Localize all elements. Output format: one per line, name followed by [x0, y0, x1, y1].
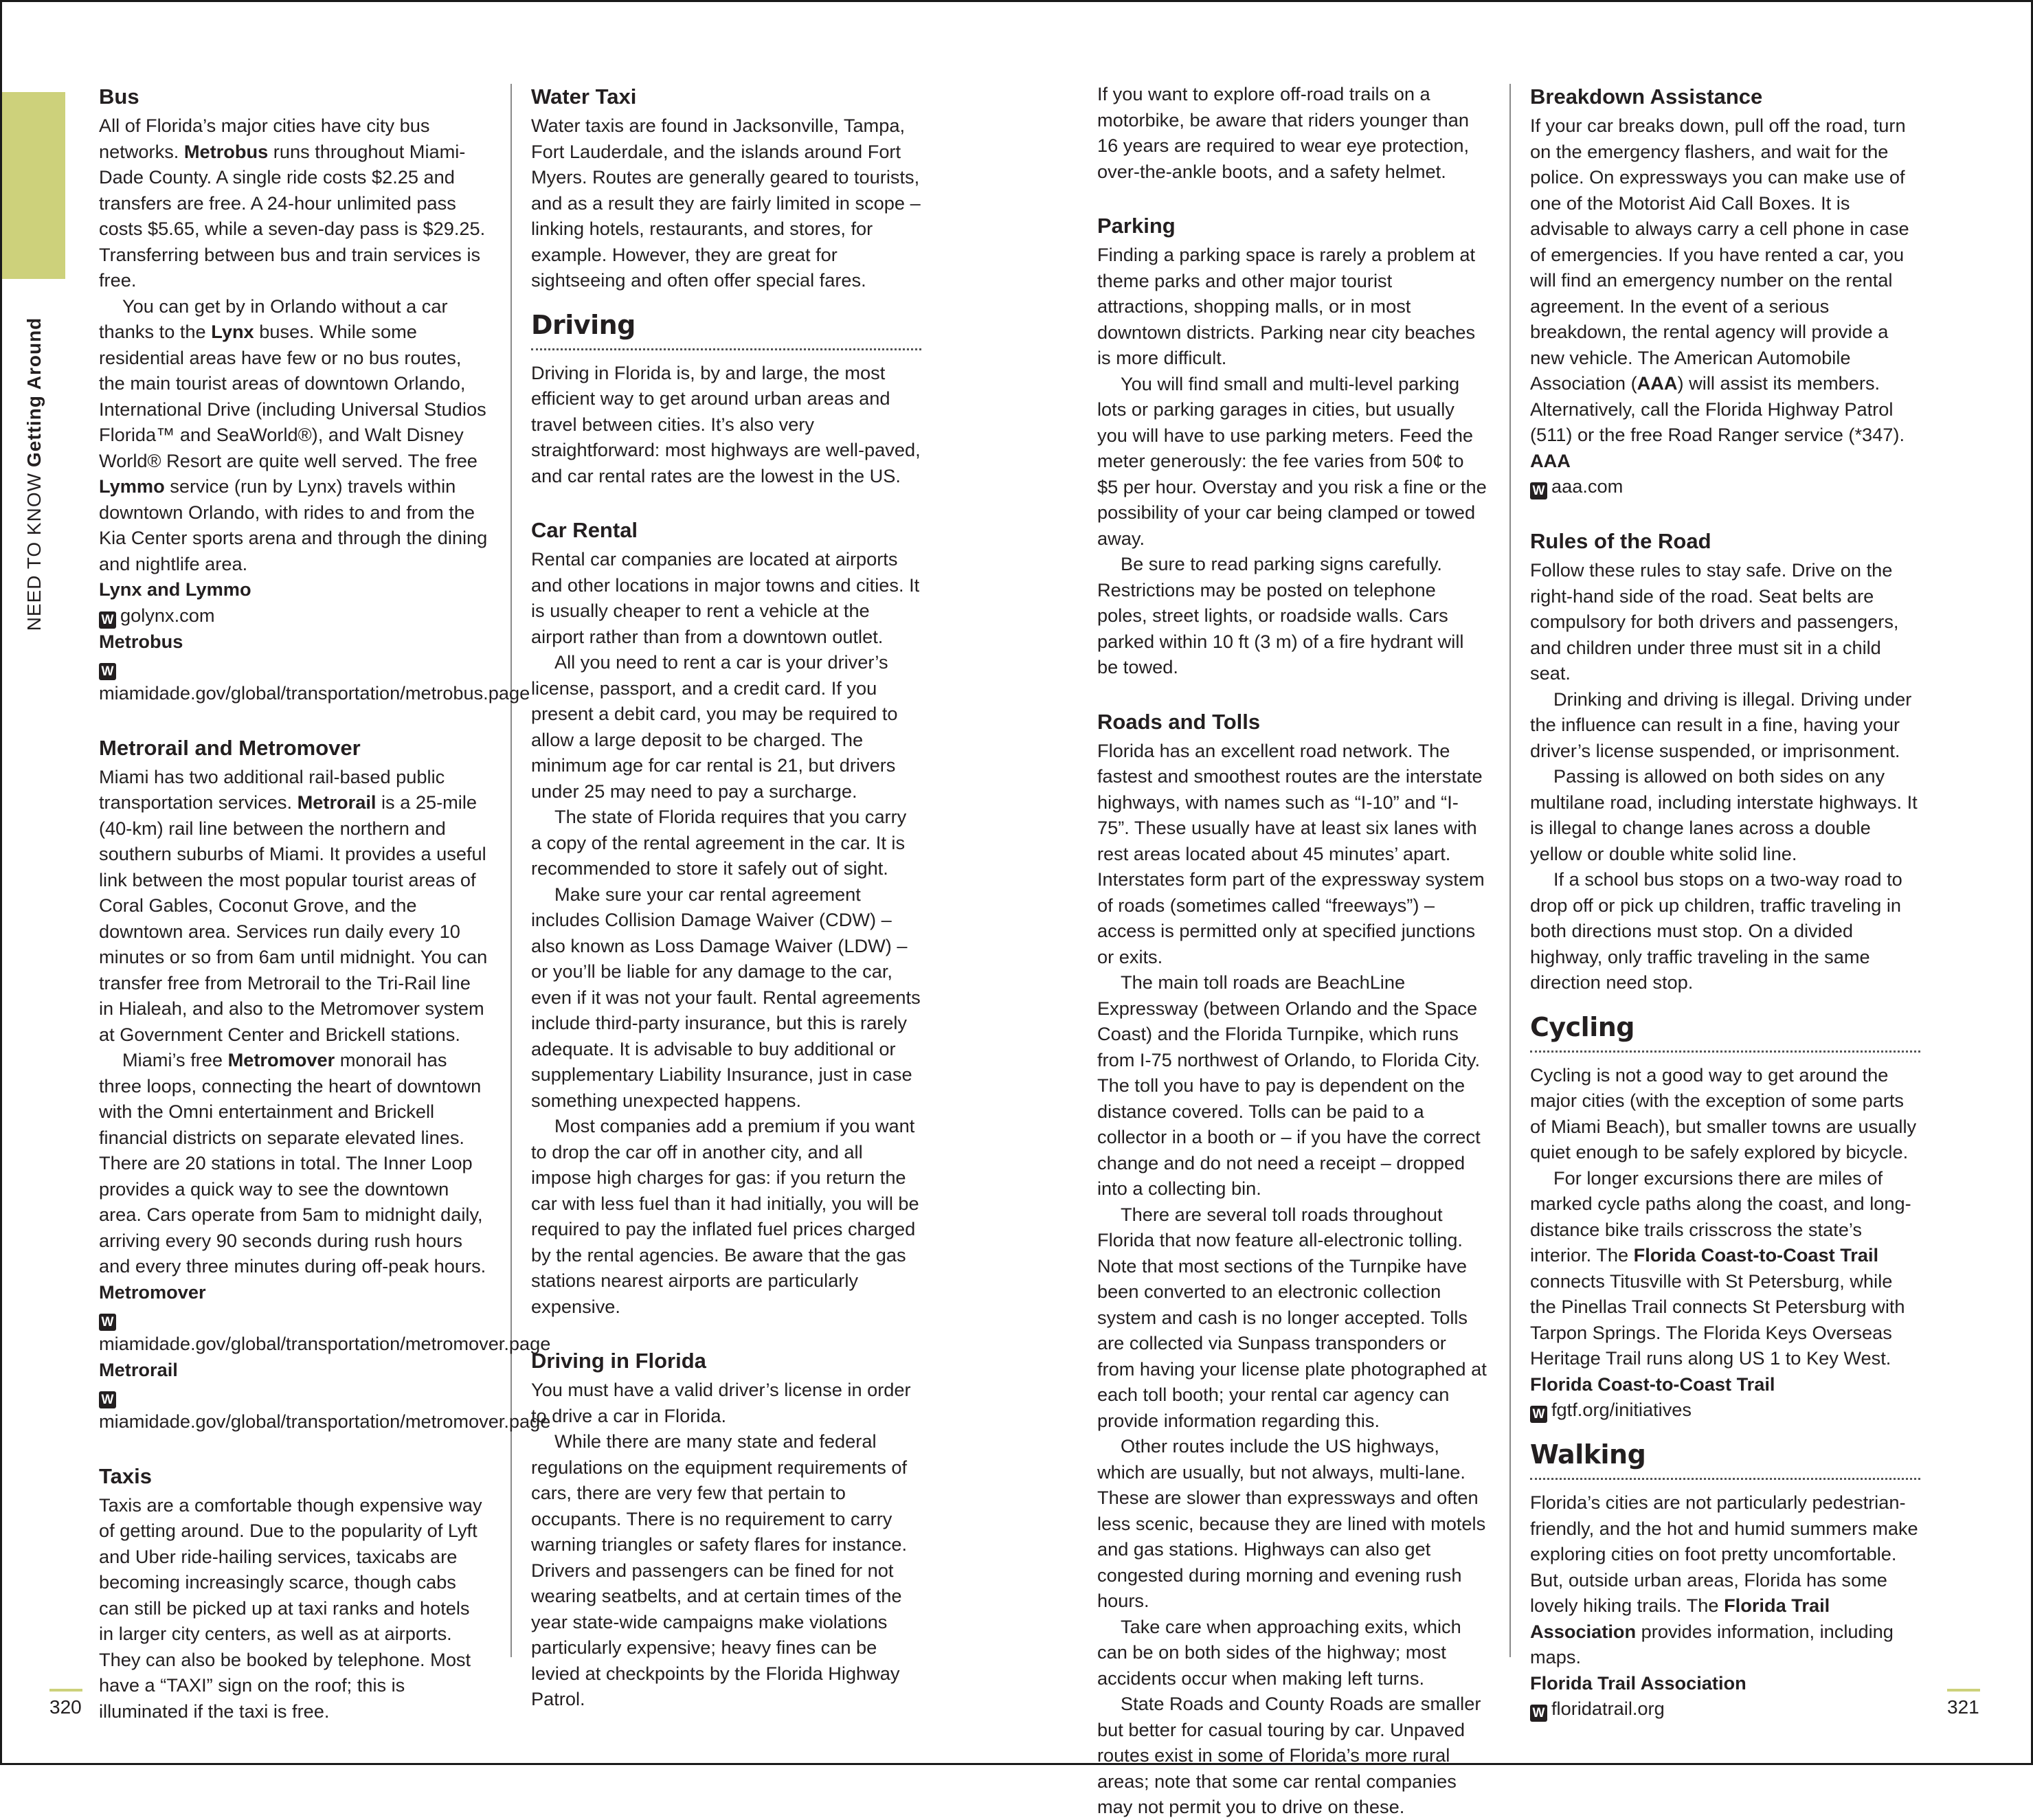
- paragraph: While there are many state and federal regulations on the equipment requirements of cars, there are very few that pertain to occupants. There is no requirement to carry warning triangles or safety flares for instance. Drivers and passengers can be fined for not wearing seatbelts, and at certain times of the year state-wide campaigns make violations particularly expensive; heavy fines can be levied at checkpoints by the Florida Highway Patrol.: [531, 1430, 908, 1709]
- heading-metrorail: Metrorail and Metromover: [99, 735, 361, 760]
- web-icon: W: [99, 663, 116, 680]
- heading-driving-in-florida: Driving in Florida: [531, 1349, 706, 1373]
- web-icon: W: [99, 1314, 116, 1331]
- running-head-chapter: Getting Around: [23, 317, 45, 467]
- paragraph: If your car breaks down, pull off the road, turn on the emergency flashers, and wait for the police. On expressways you can make use of one of the Motorist Aid Call Boxes. It is advisable to always carry a cell phone in case of emergencies. If you have rented a car, you will find an emergency number on the rental agreement. In the event of a serious breakdown, the rental agency will provide a new vehicle. The American Automobile Association (AAA) will assist its members. Alternatively, call the Florida Highway Patrol (511) or the free Road Ranger service (*347).: [1530, 115, 1909, 445]
- section-heading-walking: Walking: [1530, 1435, 1920, 1480]
- web-icon: W: [99, 1391, 116, 1408]
- link-title: Lynx and Lymmo: [99, 578, 251, 600]
- paragraph: Most companies add a premium if you want to drop the car off in another city, and all impose high charges for gas: if you return the car with less fuel than it had initially, you will be required to pay the inflated fuel prices charged by the rental agencies. Be aware that the gas stations nearest airports are particularly expensive.: [531, 1115, 919, 1317]
- web-link[interactable]: W fgtf.org/initiatives: [1530, 1397, 1920, 1423]
- paragraph: You can get by in Orlando without a car thanks to the Lynx buses. While some residential areas have few or no bus routes, the main tourist areas of downtown Orlando, International Drive (including Universal Studios Florida™ and SeaWorld®), and Walt Disney World® Resort are quite well served. The free Lymmo service (run by Lynx) travels within downtown Orlando, with rides to and from the Kia Center sports arena and through the dining and nightlife area.: [99, 295, 488, 574]
- paragraph: Make sure your car rental agreement includes Collision Damage Waiver (CDW) – also known as Loss Damage Waiver (LDW) – or you’ll be liable for any damage to the car, even if it was not your fault. Rental agreements include third-party insurance, but this is rarely adequate. It is advisable to buy additional or supplementary Liability Insurance, just in case something unexpected happens.: [531, 883, 921, 1111]
- web-icon: W: [1530, 1406, 1547, 1423]
- heading-breakdown: Breakdown Assistance: [1530, 85, 1763, 109]
- paragraph: If a school bus stops on a two-way road to drop off or pick up children, traffic traveling in both directions must stop. On a divided highway, only traffic traveling in the same direction need stop.: [1530, 868, 1902, 993]
- web-link[interactable]: Wmiamidade.gov/global/transportation/metromover.page: [99, 1393, 551, 1432]
- section-heading-cycling: Cycling: [1530, 1008, 1920, 1053]
- paragraph: You will find small and multi-level parking lots or parking garages in cities, but usually you will have to use parking meters. Feed the meter generously: the fee varies from 50¢ to $5 per hour. Overstay and you risk a fine or the possibility of your car being clamped or towed away.: [1097, 372, 1487, 549]
- paragraph: All you need to rent a car is your driver’s license, passport, and a credit card. If you present a debit card, you may be required to allow a large deposit to be charged. The minimum age for car rental is 21, but drivers under 25 may need to pay a surcharge.: [531, 651, 898, 802]
- column-3: [1097, 81, 1487, 1820]
- web-icon: W: [1530, 482, 1547, 499]
- paragraph: All of Florida’s major cities have city bus networks. Metrobus runs throughout Miami-Dade County. A single ride costs $2.25 and transfers are free. A 24-hour unlimited pass costs $5.65, while a seven-day pass is $29.25. Transferring between bus and train services is free.: [99, 115, 486, 291]
- web-link[interactable]: W floridatrail.org: [1530, 1696, 1920, 1722]
- folio-accent: [1947, 1689, 1980, 1692]
- web-icon: W: [1530, 1705, 1547, 1722]
- web-link[interactable]: W aaa.com: [1530, 473, 1920, 499]
- paragraph: Florida has an excellent road network. The fastest and smoothest routes are the interstate highways, with names such as “I-10” and “I-75”. These usually have at least six lanes with rest areas located about 45 minutes’ apart. Interstates form part of the expressway system of roads (sometimes called “freeways”) – access is permitted only at specified junctions or exits.: [1097, 739, 1485, 967]
- running-head-section: NEED TO KNOW: [23, 472, 45, 631]
- paragraph: Driving in Florida is, by and large, the most efficient way to get around urban areas and travel between cities. It’s also very straightforward: most highways are well-paved, and car rental rates are the lowest in the US.: [531, 361, 921, 486]
- paragraph: Follow these rules to stay safe. Drive on the right-hand side of the road. Seat belts are compulsory for both drivers and passengers, and children under three must sit in a child seat.: [1530, 559, 1899, 684]
- column-4: [1530, 81, 1920, 1722]
- paragraph: Finding a parking space is rarely a problem at theme parks and other major tourist attractions, shopping malls, or in most downtown districts. Parking near city beaches is more difficult.: [1097, 244, 1476, 368]
- page-number-right: 321: [1947, 1696, 1979, 1718]
- heading-car-rental: Car Rental: [531, 518, 638, 542]
- paragraph: Water taxis are found in Jacksonville, Tampa, Fort Lauderdale, and the islands around Fort Myers. Routes are generally geared to tourists, and as a result they are fairly limited in scope – linking hotels, restaurants, and stores, for example. However, they are great for sightseeing and often offer special fares.: [531, 115, 921, 291]
- heading-water-taxi: Water Taxi: [531, 85, 637, 109]
- paragraph: Cycling is not a good way to get around the major cities (with the exception of some parts of Miami Beach), but smaller towns are usually quiet enough to be safely explored by bicycle.: [1530, 1064, 1917, 1162]
- paragraph: You must have a valid driver’s license in order to drive a car in Florida.: [531, 1379, 911, 1426]
- heading-roads-and-tolls: Roads and Tolls: [1097, 709, 1261, 734]
- column-1: [99, 81, 551, 1724]
- paragraph: Florida’s cities are not particularly pedestrian-friendly, and the hot and humid summers make exploring cities on foot pretty uncomfortable. But, outside urban areas, Florida has some lovely hiking trails. The Florida Trail Association provides information, including maps.: [1530, 1492, 1918, 1667]
- running-head: [23, 317, 45, 631]
- link-title: AAA: [1530, 449, 1571, 471]
- section-heading-driving: Driving: [531, 306, 921, 350]
- paragraph: If you want to explore off-road trails on a motorbike, be aware that riders younger than 16 years are required to wear eye protection, over-the-ankle boots, and a safety helmet.: [1097, 83, 1470, 182]
- paragraph: Rental car companies are located at airports and other locations in major towns and cities. It is usually cheaper to rent a vehicle at the airport rather than from a downtown outlet.: [531, 548, 920, 647]
- paragraph: Other routes include the US highways, which are usually, but not always, multi-lane. These are slower than expressways and often less scenic, because they are lined with motels and gas stations. Highways can also get congested during morning and evening rush hours.: [1097, 1435, 1486, 1611]
- paragraph: Miami’s free Metromover monorail has three loops, connecting the heart of downtown with the Omni entertainment and Brickell financial districts on separate elevated lines. There are 20 stations in total. The Inner Loop provides a quick way to see the downtown area. Cars operate from 5am to midnight daily, arriving every 90 seconds during rush hours and every three minutes during off-peak hours.: [99, 1049, 486, 1277]
- link-title: Florida Trail Association: [1530, 1672, 1746, 1694]
- paragraph: There are several toll roads throughout Florida that now feature all-electronic tolling. Note that most sections of the Turnpike have been converted to an electronic collection system and cash is no longer accepted. Tolls are collected via Sunpass transponders or from having your license plate photographed at each toll booth; your rental car agency can provide information regarding this.: [1097, 1203, 1487, 1431]
- link-title: Florida Coast-to-Coast Trail: [1530, 1373, 1775, 1395]
- web-icon: W: [99, 611, 116, 629]
- paragraph: The main toll roads are BeachLine Expressway (between Orlando and the Space Coast) and the Florida Turnpike, which runs from I-75 northwest of Orlando, to Florida City. The toll you have to pay is dependent on the distance covered. Tolls can be paid to a collector in a booth or – if you have the correct change and do not need a receipt – dropped into a collecting bin.: [1097, 971, 1481, 1199]
- paragraph: The state of Florida requires that you carry a copy of the rental agreement in the car. It is recommended to store it safely out of sight.: [531, 806, 907, 879]
- link-title: Metrobus: [99, 630, 183, 652]
- section-tab: [2, 92, 65, 279]
- column-2: [531, 81, 921, 1712]
- paragraph: Taxis are a comfortable though expensive way of getting around. Due to the popularity of Lyft and Uber ride-hailing services, taxicabs are becoming increasingly scarce, though cabs can still be picked up at taxi ranks and hotels in larger city centers, as well as at airports. They can also be booked by telephone. Most have a “TAXI” sign on the roof; this is illuminated if the taxi is free.: [99, 1494, 482, 1722]
- web-link[interactable]: Wmiamidade.gov/global/transportation/metrobus.page: [99, 664, 530, 704]
- paragraph: Be sure to read parking signs carefully. Restrictions may be posted on telephone poles, street lights, or roadside walls. Cars parked within 10 ft (3 m) of a fire hydrant will be towed.: [1097, 553, 1464, 677]
- folio-accent: [49, 1689, 82, 1692]
- heading-bus: Bus: [99, 85, 139, 109]
- paragraph: Miami has two additional rail-based public transportation services. Metrorail is a 25-mile (40-km) rail line between the northern and southern suburbs of Miami. It provides a useful link between the most popular tourist areas of Coral Gables, Coconut Grove, and the downtown area. Services run daily every 10 minutes or so from 6am until midnight. You can transfer free from Metrorail to the Tri-Rail line in Hialeah, and also to the Metromover system at Government Center and Brickell stations.: [99, 765, 488, 1045]
- page-number-left: 320: [49, 1696, 82, 1718]
- heading-parking: Parking: [1097, 214, 1176, 238]
- paragraph: For longer excursions there are miles of marked cycle paths along the coast, and long-distance bike trails crisscross the state’s interior. The Florida Coast-to-Coast Trail connects Titusville with St Petersburg, while the Pinellas Trail connects St Petersburg with Tarpon Springs. The Florida Keys Overseas Heritage Trail runs along US 1 to Key West.: [1530, 1167, 1911, 1369]
- heading-rules-of-the-road: Rules of the Road: [1530, 529, 1711, 553]
- heading-taxis: Taxis: [99, 1463, 152, 1488]
- paragraph: Drinking and driving is illegal. Driving under the influence can result in a fine, having your driver’s license suspended, or imprisonment.: [1530, 688, 1912, 761]
- paragraph: State Roads and County Roads are smaller but better for casual touring by car. Unpaved routes exist in some of Florida’s more rural areas; note that some car rental companies may not permit you to drive on these.: [1097, 1693, 1481, 1817]
- paragraph: Take care when approaching exits, which can be on both sides of the highway; most accidents occur when making left turns.: [1097, 1615, 1461, 1689]
- paragraph: Passing is allowed on both sides on any multilane road, including interstate highways. It is illegal to change lanes across a double yellow or double white solid line.: [1530, 765, 1918, 864]
- column-divider: [1509, 84, 1511, 1657]
- link-title: Metromover: [99, 1281, 206, 1303]
- link-title: Metrorail: [99, 1358, 178, 1380]
- web-link[interactable]: W golynx.com: [99, 603, 489, 629]
- web-link[interactable]: Wmiamidade.gov/global/transportation/metromover.page: [99, 1315, 551, 1354]
